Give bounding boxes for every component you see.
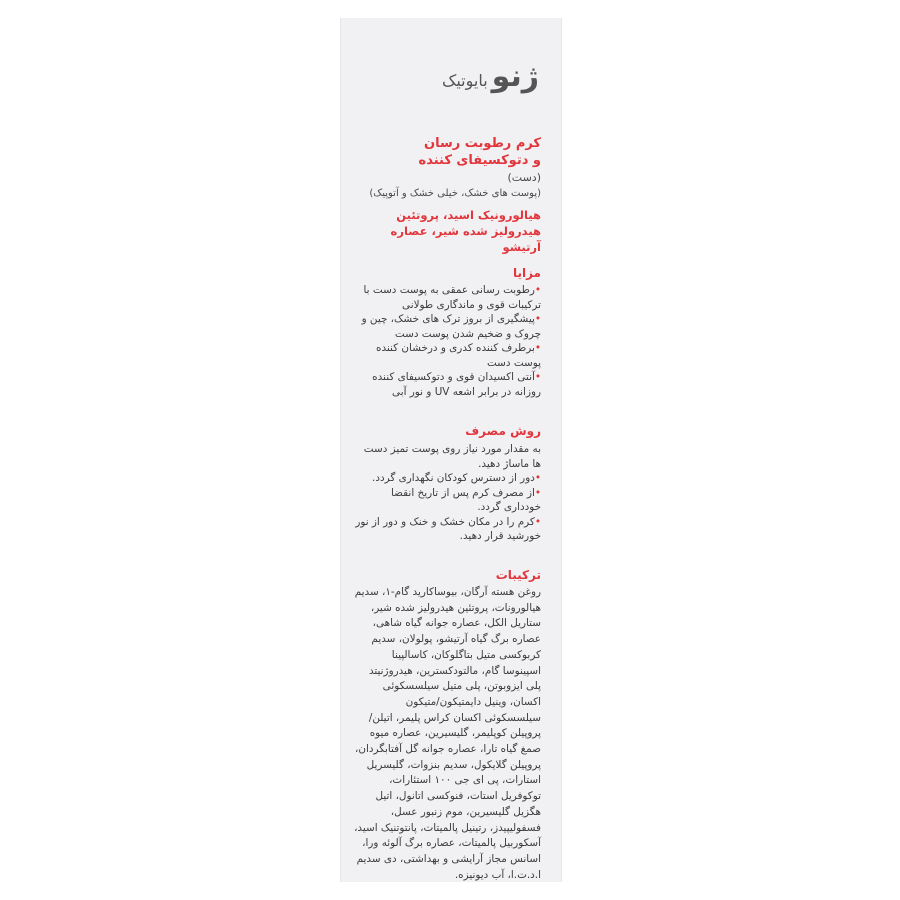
key-ingredients-highlight	[353, 207, 541, 255]
benefits-list	[353, 283, 541, 399]
bullet-icon: •	[534, 486, 541, 499]
bullet-icon: •	[534, 515, 541, 528]
highlight-line1: هیالورونیک اسید، پروتئین	[396, 208, 541, 222]
benefits-heading: مزایا	[512, 266, 541, 280]
benefit-item: •آنتی اکسیدان قوی و دتوکسیفای کننده روزانه در برابر اشعه UV و نور آبی	[372, 371, 541, 398]
usage-item: •از مصرف کرم پس از تاریخ انقضا خودداری گردد.	[391, 486, 541, 513]
usage-list	[353, 442, 541, 544]
brand-logo	[442, 59, 539, 94]
ingredients-text: روغن هسته آرگان، بیوساکارید گام-۱، سدیم هیالورونات، پروتئین هیدرولیز شده شیر، ستاریل الکل، عصاره جوانه گیاه شاهی، عصاره برگ گیاه آرتیشو، پولولان، سدیم کربوکسی متیل بتاگلوکان، کاسالپینا اسپینوسا گام، مالتودکسترین، هیدروژنیتد پلی ایزوبوتن، پلی متیل سیلسسکوئی اکسان، وینیل دایمتیکون/متیکون سیلسسکوئی اکسان کراس پلیمر، اتیلن/پروپیلن کوپلیمر، گلیسیرین، عصاره میوه صمغ گیاه تارا، عصاره جوانه گل آفتابگردان، پروپیلن گلایکول، سدیم بنزوات، گلیسریل استارات، پی ای جی ۱۰۰ استئارات، توکوفریل استات، فنوکسی اتانول، اتیل هگزیل گلیسیرین، موم زنبور عسل، فسفولیپیدز، رتینیل پالمیتات، پانتوتنیک اسید، آسکوربیل پالمیتات، عصاره برگ آلوئه ورا، اسانس مجاز آرایشی و بهداشتی، دی سدیم ا.د.ت.ا، آب دیونیزه.	[354, 586, 541, 881]
highlight-line2: هیدرولیز شده شیر، عصاره آرتیشو	[390, 224, 541, 254]
bullet-icon: •	[534, 284, 541, 296]
use-area: (دست)	[507, 171, 541, 184]
bullet-icon: •	[534, 472, 541, 484]
bullet-icon: •	[534, 342, 541, 354]
product-title-line1: کرم رطوبت رسان	[424, 136, 541, 151]
usage-intro: به مقدار مورد نیاز روی پوست تمیز دست ها ماساژ دهید.	[363, 443, 541, 470]
usage-item: •دور از دسترس کودکان نگهداری گردد.	[372, 472, 541, 484]
brand-name: ژنو	[491, 59, 539, 94]
bullet-icon: •	[534, 371, 541, 383]
ingredients-heading: ترکیبات	[495, 568, 541, 582]
benefit-item: •برطرف کننده کدری و درخشان کننده پوست دست	[376, 342, 541, 369]
brand-subtitle: بایوتیک	[442, 71, 488, 90]
product-title	[353, 135, 541, 169]
bullet-icon: •	[534, 313, 541, 325]
benefit-item: •رطوبت رسانی عمقی به پوست دست با ترکیبات قوی و ماندگاری طولانی	[363, 284, 541, 311]
skin-type: (پوست های خشک، خیلی خشک و آتوپیک)	[369, 188, 541, 199]
usage-heading: روش مصرف	[465, 424, 541, 438]
product-box-side-panel	[341, 18, 561, 882]
benefit-item: •پیشگیری از بروز ترک های خشک، چین و چروک و ضخیم شدن پوست دست	[361, 313, 541, 340]
usage-item: •کرم را در مکان خشک و خنک و دور از نور خورشید قرار دهید.	[355, 515, 541, 542]
product-title-line2: و دتوکسیفای کننده	[418, 153, 541, 168]
